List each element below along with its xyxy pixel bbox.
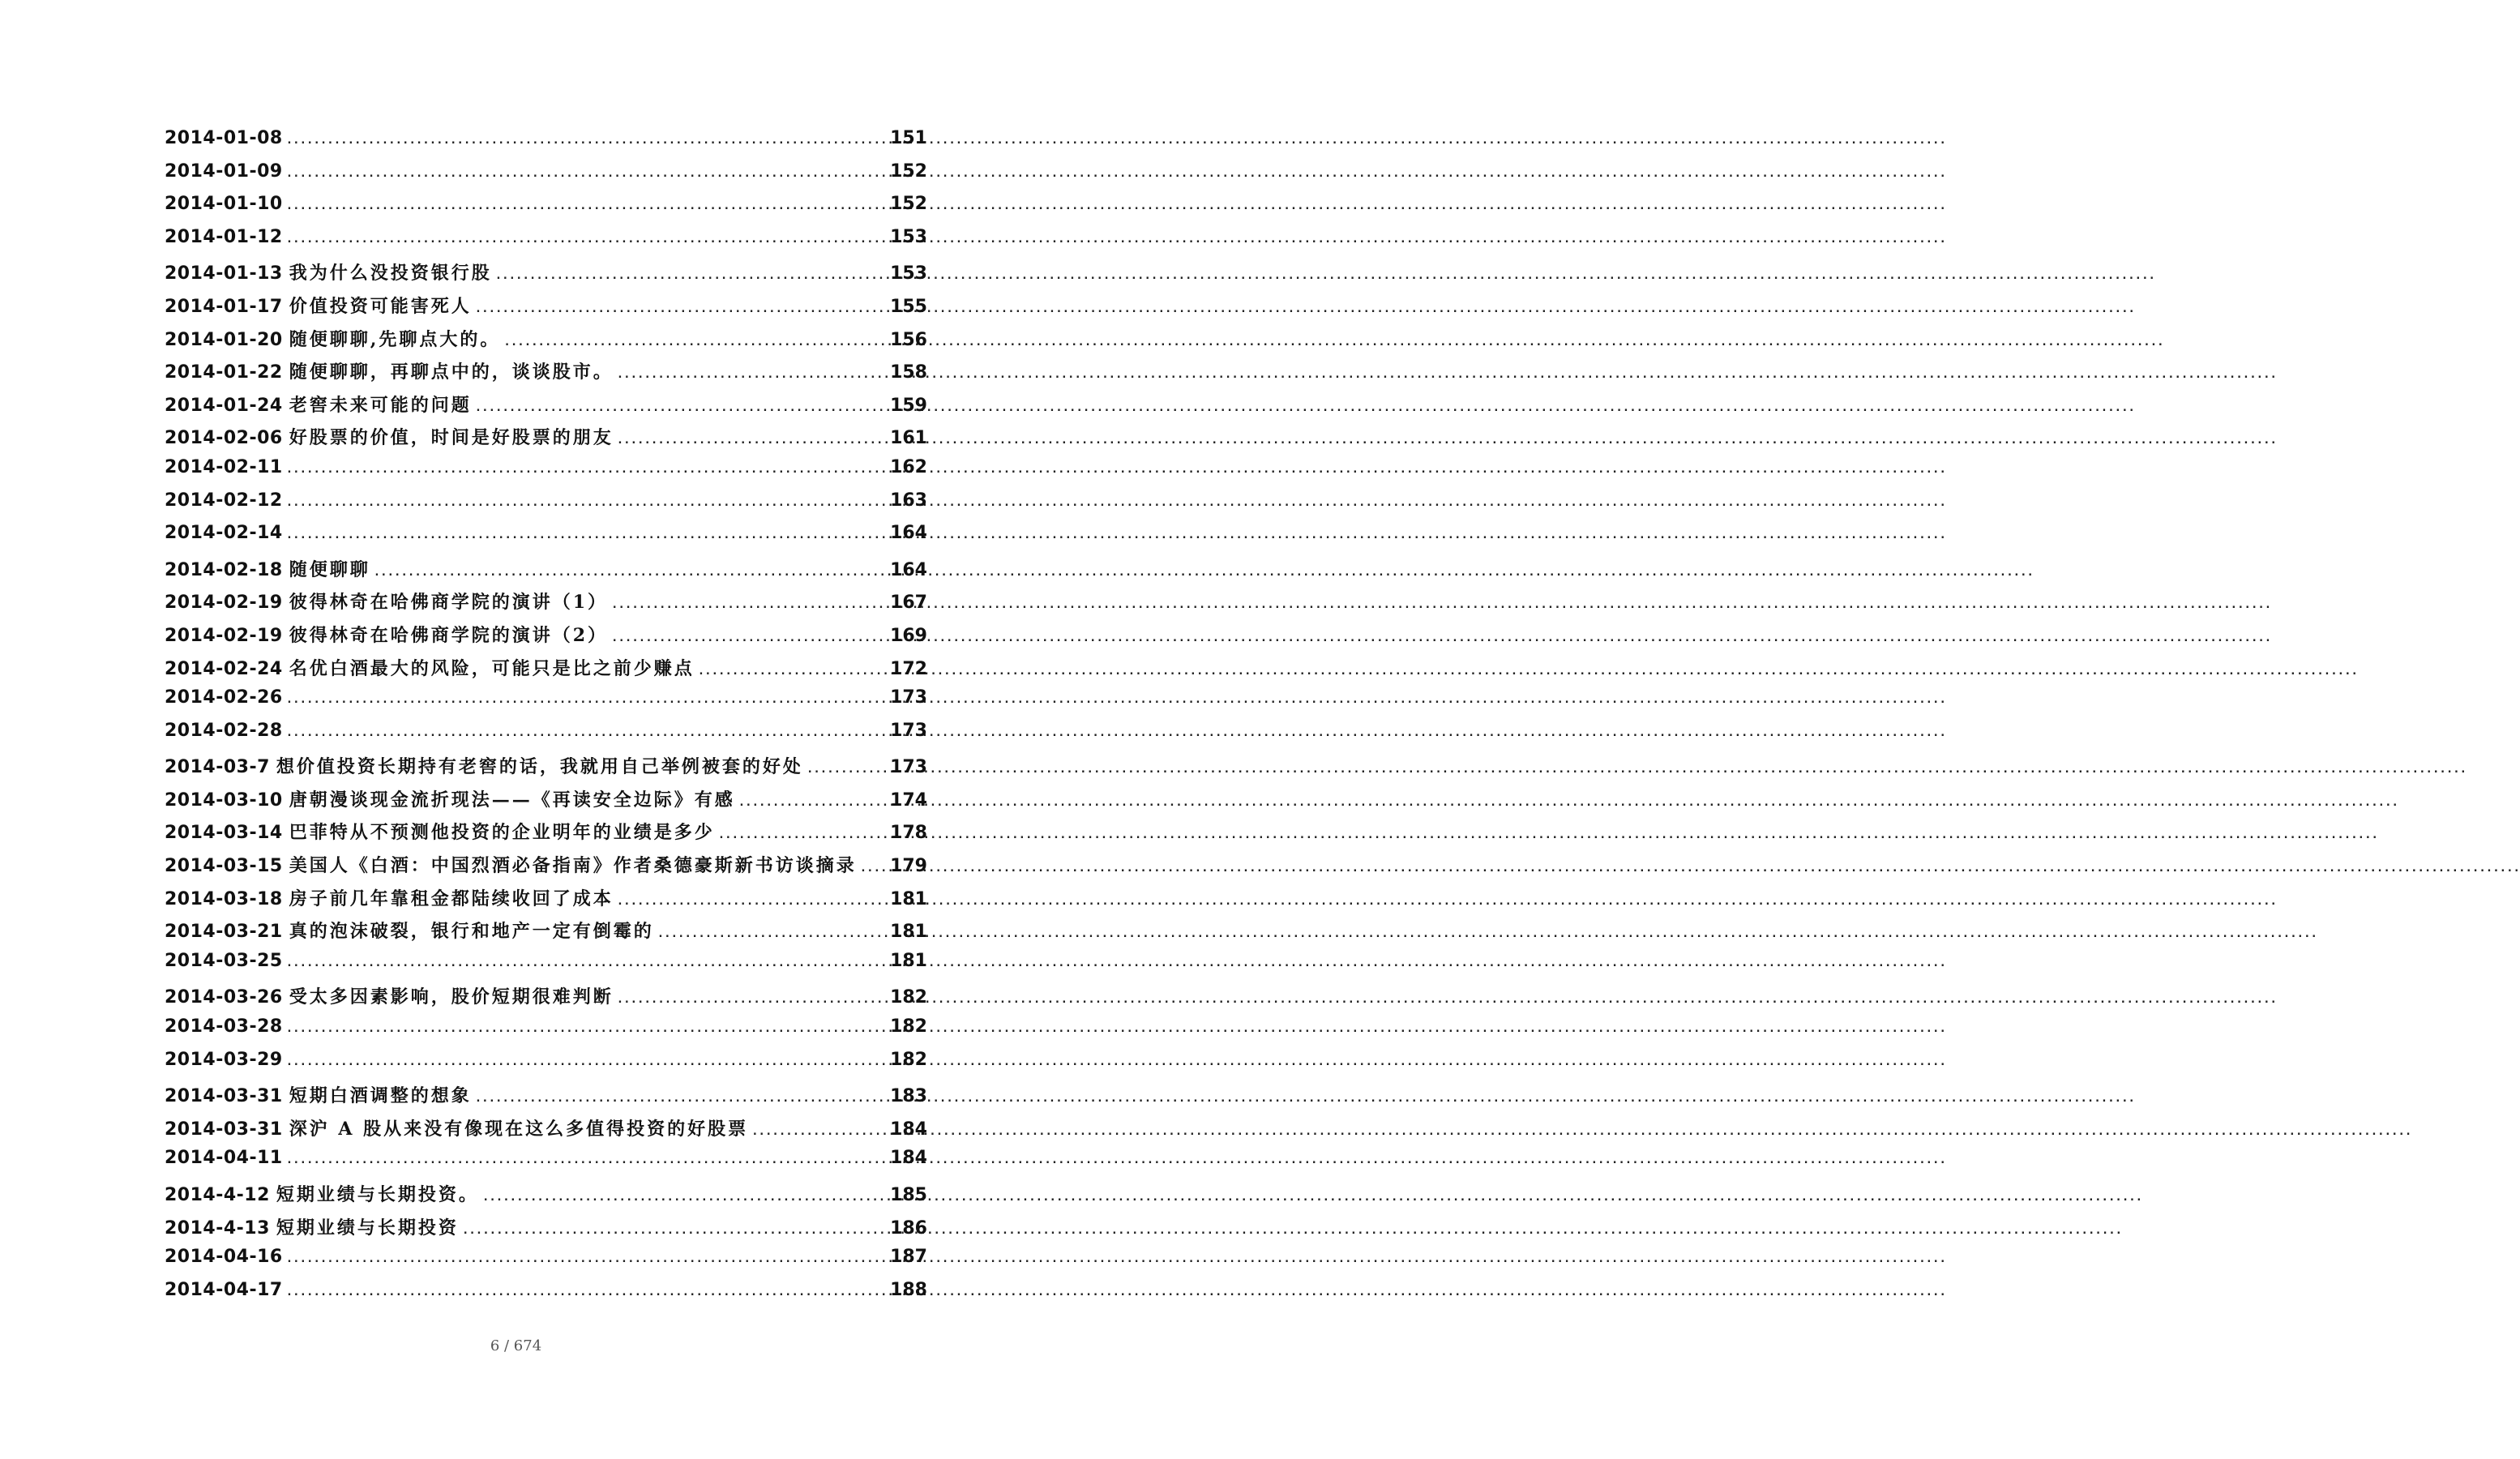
toc-entry-date: 2014-02-19 bbox=[165, 625, 283, 646]
toc-entry-page-number: 151 bbox=[890, 128, 927, 148]
dot-leader bbox=[286, 233, 887, 246]
toc-entry[interactable] bbox=[165, 1148, 927, 1181]
toc-entry-title: 彼得林奇在哈佛商学院的演讲（2） bbox=[289, 624, 609, 646]
toc-entry-page-number: 164 bbox=[890, 559, 927, 580]
toc-entry-page-number: 155 bbox=[890, 296, 927, 317]
toc-entry-page-number: 167 bbox=[890, 593, 927, 614]
toc-entry[interactable] bbox=[165, 786, 927, 819]
toc-entry-page-number: 172 bbox=[890, 658, 927, 679]
toc-entry-date: 2014-01-13 bbox=[165, 263, 283, 285]
toc-entry-date: 2014-03-25 bbox=[165, 950, 283, 971]
toc-entry-page-number: 152 bbox=[890, 194, 927, 215]
toc-entry-page-number: 174 bbox=[890, 789, 927, 811]
dot-leader bbox=[286, 1252, 887, 1265]
toc-entry-date: 2014-03-28 bbox=[165, 1016, 283, 1038]
toc-entry-title: 短期白酒调整的想象 bbox=[289, 1085, 472, 1107]
toc-entry-page-number: 184 bbox=[890, 1119, 927, 1140]
toc-entry-title: 想价值投资长期持有老窖的话，我就用自己举例被套的好处 bbox=[276, 756, 803, 778]
dot-leader bbox=[738, 796, 887, 809]
toc-entry-date: 2014-04-16 bbox=[165, 1247, 283, 1268]
toc-entry-title: 价值投资可能害死人 bbox=[289, 295, 472, 317]
toc-entry-page-number: 184 bbox=[890, 1148, 927, 1169]
dot-leader bbox=[286, 1022, 887, 1035]
dot-leader bbox=[617, 895, 887, 908]
dot-leader bbox=[286, 1286, 887, 1299]
toc-entry[interactable] bbox=[165, 358, 927, 391]
toc-entry-date: 2014-4-12 bbox=[165, 1185, 270, 1205]
toc-entry-page-number: 179 bbox=[890, 856, 927, 877]
toc-entry-date: 2014-02-12 bbox=[165, 490, 283, 511]
toc-entry-page-number: 182 bbox=[890, 987, 927, 1008]
toc-entry-page-number: 182 bbox=[890, 1049, 927, 1070]
dot-leader bbox=[482, 1191, 887, 1204]
toc-entry[interactable] bbox=[165, 622, 927, 655]
dot-leader bbox=[860, 862, 887, 875]
dot-leader bbox=[286, 528, 887, 541]
toc-entry[interactable] bbox=[165, 721, 927, 754]
toc-entry-date: 2014-03-31 bbox=[165, 1119, 283, 1140]
toc-entry-page-number: 185 bbox=[890, 1185, 927, 1205]
toc-entry-page-number: 183 bbox=[890, 1086, 927, 1107]
toc-entry[interactable] bbox=[165, 490, 927, 524]
toc-entry-page-number: 187 bbox=[890, 1247, 927, 1268]
toc-entry-title: 随便聊聊，再聊点中的，谈谈股市。 bbox=[289, 362, 614, 383]
toc-entry-date: 2014-03-15 bbox=[165, 856, 283, 877]
dot-leader bbox=[286, 199, 887, 212]
toc-entry-date: 2014-04-17 bbox=[165, 1279, 283, 1300]
toc-entry-page-number: 173 bbox=[890, 720, 927, 741]
toc-entry-page-number: 158 bbox=[890, 362, 927, 383]
toc-entry-page-number: 153 bbox=[890, 226, 927, 247]
toc-entry-date: 2014-02-26 bbox=[165, 687, 283, 708]
toc-entry-title: 短期业绩与长期投资。 bbox=[276, 1184, 479, 1205]
toc-entry[interactable] bbox=[165, 161, 927, 195]
toc-entry-title: 短期业绩与长期投资 bbox=[276, 1217, 459, 1239]
dot-leader bbox=[475, 1092, 887, 1105]
toc-entry[interactable] bbox=[165, 128, 927, 161]
toc-entry-page-number: 173 bbox=[890, 687, 927, 708]
toc-entry-date: 2014-02-11 bbox=[165, 456, 283, 477]
dot-leader bbox=[475, 401, 887, 414]
toc-entry[interactable] bbox=[165, 1016, 927, 1050]
toc-entry-date: 2014-03-31 bbox=[165, 1086, 283, 1107]
toc-entry[interactable] bbox=[165, 326, 927, 359]
dot-leader bbox=[286, 496, 887, 509]
toc-entry[interactable] bbox=[165, 523, 927, 556]
toc-entry-date: 2014-03-14 bbox=[165, 823, 283, 844]
toc-entry[interactable] bbox=[165, 424, 927, 457]
toc-entry-page-number: 159 bbox=[890, 395, 927, 416]
toc-entry-page-number: 162 bbox=[890, 456, 927, 477]
dot-leader bbox=[286, 956, 887, 969]
toc-entry-page-number: 164 bbox=[890, 523, 927, 544]
toc-entry[interactable] bbox=[165, 391, 927, 425]
toc-entry-date: 2014-01-09 bbox=[165, 160, 283, 182]
toc-entry-date: 2014-01-24 bbox=[165, 395, 283, 416]
toc-entry[interactable] bbox=[165, 293, 927, 326]
toc-entry-title: 巴菲特从不预测他投资的企业明年的业绩是多少 bbox=[289, 822, 715, 844]
dot-leader bbox=[611, 631, 887, 644]
toc-entry-page-number: 156 bbox=[890, 329, 927, 350]
toc-entry-date: 2014-02-28 bbox=[165, 720, 283, 741]
toc-entry-date: 2014-4-13 bbox=[165, 1217, 270, 1239]
dot-leader bbox=[495, 269, 887, 282]
toc-entry[interactable] bbox=[165, 259, 927, 293]
toc-entry[interactable] bbox=[165, 918, 927, 951]
toc-entry-date: 2014-01-20 bbox=[165, 329, 283, 350]
toc-entry-page-number: 182 bbox=[890, 1016, 927, 1038]
dot-leader bbox=[286, 134, 887, 147]
toc-entry-date: 2014-03-26 bbox=[165, 987, 283, 1008]
toc-entry[interactable] bbox=[165, 753, 927, 786]
toc-entry-title: 我为什么没投资银行股 bbox=[289, 263, 492, 285]
dot-leader bbox=[617, 368, 887, 381]
dot-leader bbox=[617, 993, 887, 1006]
toc-entry[interactable] bbox=[165, 852, 927, 885]
dot-leader bbox=[503, 336, 887, 349]
toc-entry-page-number: 169 bbox=[890, 625, 927, 646]
toc-entry-date: 2014-03-18 bbox=[165, 888, 283, 909]
toc-entry[interactable] bbox=[165, 227, 927, 260]
dot-leader bbox=[698, 665, 887, 678]
toc-entry-title: 受太多因素影响，股价短期很难判断 bbox=[289, 986, 614, 1008]
toc-entry-date: 2014-03-10 bbox=[165, 789, 283, 811]
toc-entry[interactable] bbox=[165, 1115, 927, 1149]
dot-leader bbox=[718, 828, 887, 841]
toc-entry[interactable] bbox=[165, 885, 927, 918]
toc-entry[interactable] bbox=[165, 457, 927, 490]
toc-entry[interactable] bbox=[165, 1050, 927, 1083]
dot-leader bbox=[611, 598, 887, 611]
toc-entry-title: 唐朝漫谈现金流折现法——《再读安全边际》有感 bbox=[289, 789, 735, 811]
toc-entry-page-number: 173 bbox=[890, 757, 927, 778]
toc-entry-page-number: 152 bbox=[890, 160, 927, 182]
toc-entry[interactable] bbox=[165, 1280, 927, 1313]
toc-entry-title: 深沪 A 股从来没有像现在这么多值得投资的好股票 bbox=[289, 1118, 749, 1140]
toc-entry[interactable] bbox=[165, 1181, 927, 1214]
toc-entry-date: 2014-03-7 bbox=[165, 757, 270, 778]
toc-entry-page-number: 181 bbox=[890, 922, 927, 943]
toc-entry[interactable] bbox=[165, 194, 927, 227]
toc-entry-date: 2014-02-14 bbox=[165, 523, 283, 544]
dot-leader bbox=[286, 167, 887, 180]
toc-entry-date: 2014-02-18 bbox=[165, 559, 283, 580]
toc-entry[interactable] bbox=[165, 819, 927, 852]
table-of-contents bbox=[165, 128, 927, 1312]
toc-entry[interactable] bbox=[165, 556, 927, 589]
toc-entry-page-number: 163 bbox=[890, 490, 927, 511]
toc-entry[interactable] bbox=[165, 1082, 927, 1115]
dot-leader bbox=[286, 1055, 887, 1068]
dot-leader bbox=[462, 1224, 887, 1237]
dot-leader bbox=[286, 463, 887, 476]
toc-entry-title: 美国人《白酒：中国烈酒必备指南》作者桑德豪斯新书访谈摘录 bbox=[289, 855, 857, 877]
toc-entry[interactable] bbox=[165, 687, 927, 721]
toc-entry-date: 2014-02-24 bbox=[165, 658, 283, 679]
toc-entry-page-number: 153 bbox=[890, 263, 927, 285]
toc-entry-date: 2014-02-19 bbox=[165, 593, 283, 614]
toc-entry-page-number: 188 bbox=[890, 1279, 927, 1300]
dot-leader bbox=[286, 726, 887, 739]
toc-entry-page-number: 186 bbox=[890, 1217, 927, 1239]
toc-entry-title: 随便聊聊 bbox=[289, 558, 370, 580]
toc-entry-title: 彼得林奇在哈佛商学院的演讲（1） bbox=[289, 592, 609, 614]
dot-leader bbox=[374, 566, 887, 579]
toc-entry-title: 名优白酒最大的风险，可能只是比之前少赚点 bbox=[289, 657, 695, 679]
toc-entry-title: 房子前几年靠租金都陆续收回了成本 bbox=[289, 888, 614, 909]
toc-entry-date: 2014-03-21 bbox=[165, 922, 283, 943]
toc-entry-title: 好股票的价值，时间是好股票的朋友 bbox=[289, 427, 614, 449]
toc-entry-date: 2014-01-22 bbox=[165, 362, 283, 383]
toc-entry[interactable] bbox=[165, 1214, 927, 1247]
toc-entry-date: 2014-01-17 bbox=[165, 296, 283, 317]
toc-entry[interactable] bbox=[165, 983, 927, 1016]
dot-leader bbox=[286, 693, 887, 706]
toc-entry-date: 2014-01-12 bbox=[165, 226, 283, 247]
dot-leader bbox=[617, 434, 887, 447]
toc-entry-title: 老窖未来可能的问题 bbox=[289, 394, 472, 416]
toc-entry-title: 随便聊聊,先聊点大的。 bbox=[289, 328, 501, 350]
toc-entry-page-number: 181 bbox=[890, 888, 927, 909]
page-indicator: 6 / 674 bbox=[490, 1337, 542, 1354]
toc-entry-date: 2014-02-06 bbox=[165, 428, 283, 449]
toc-entry-date: 2014-01-08 bbox=[165, 128, 283, 148]
dot-leader bbox=[751, 1125, 887, 1138]
toc-entry-title: 真的泡沫破裂，银行和地产一定有倒霉的 bbox=[289, 921, 654, 943]
toc-entry[interactable] bbox=[165, 588, 927, 622]
toc-entry-date: 2014-03-29 bbox=[165, 1049, 283, 1070]
dot-leader bbox=[657, 927, 887, 940]
dot-leader bbox=[286, 1153, 887, 1166]
toc-entry-date: 2014-01-10 bbox=[165, 194, 283, 215]
toc-entry[interactable] bbox=[165, 655, 927, 688]
dot-leader bbox=[475, 302, 887, 315]
toc-entry-page-number: 181 bbox=[890, 950, 927, 971]
toc-entry[interactable] bbox=[165, 951, 927, 984]
dot-leader bbox=[806, 763, 887, 776]
toc-entry-page-number: 178 bbox=[890, 823, 927, 844]
toc-entry-date: 2014-04-11 bbox=[165, 1148, 283, 1169]
toc-entry[interactable] bbox=[165, 1247, 927, 1280]
toc-entry-page-number: 161 bbox=[890, 428, 927, 449]
